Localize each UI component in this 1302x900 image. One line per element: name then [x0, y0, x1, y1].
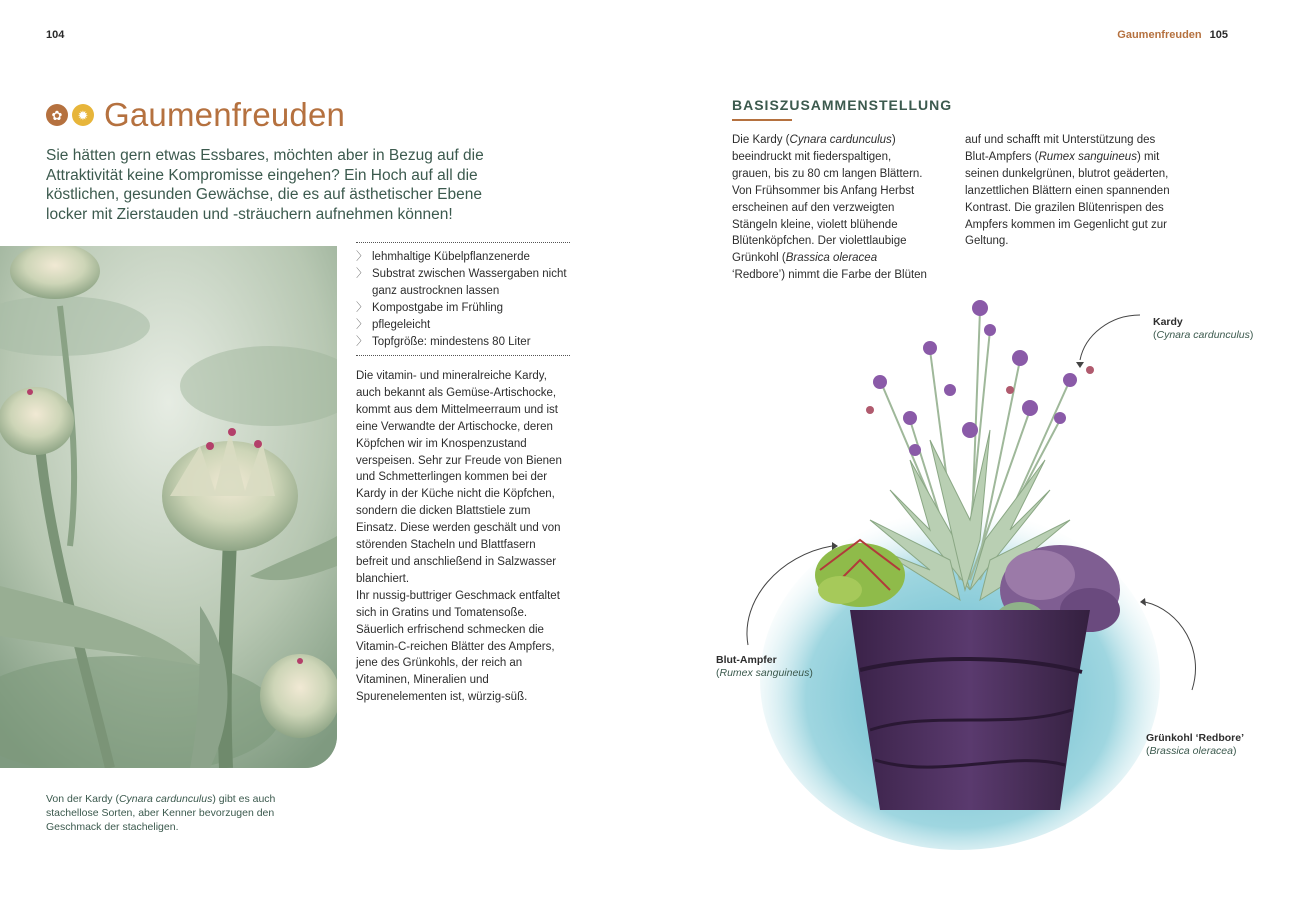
- section-heading: BASISZUSAMMENSTELLUNG: [732, 97, 953, 113]
- care-item: 〉 lehmhaltige Kübelpflanzenerde: [356, 249, 570, 266]
- description-column-1: Die Kardy (Cynara cardunculus) beeindruckt mit fiederspaltigen, grauen, bis zu 80 cm langen Blättern. Von Frühsommer bis Anfang Herbst erscheinen auf den verzweigten Stängeln kleine, violett blühende Blütenköpfchen. Der violettlaubige Grünkohl (Brassica oleracea ‘Redbore’) nimmt die Farbe der Blüten: [732, 134, 927, 282]
- bee-icon: ✿: [46, 104, 68, 126]
- section-rule: [732, 119, 792, 121]
- care-item: 〉 Topfgröße: mindestens 80 Liter: [356, 334, 570, 351]
- description-column-2: auf und schafft mit Unterstützung des Blut-Ampfers (Rumex sanguineus) mit seinen dunkelgrünen, blutrot geäderten, lanzettlichen Blättern einen spannenden Kontrast. Die grazilen Blütenrispen des Ampfers kommen im Gegenlicht gut zur Geltung.: [965, 134, 1170, 248]
- care-item: 〉 Substrat zwischen Wassergaben nicht ganz austrocknen lassen: [356, 268, 567, 297]
- intro-text: Sie hätten gern etwas Essbares, möchten aber in Bezug auf die Attraktivität keine Kompromisse eingehen? Ein Hoch auf all die köstlichen, gesunden Gewächse, die es auf ästhetischer Ebene locker mit Zierstauden und -sträuchern aufnehmen können!: [46, 147, 484, 223]
- arrow-gruenkohl: [1145, 602, 1195, 690]
- chapter-title-block: [46, 96, 345, 134]
- arrow-kardy: [1080, 315, 1140, 360]
- chapter-title: Gaumenfreuden: [104, 96, 346, 133]
- body-text: Die vitamin- und mineralreiche Kardy, auch bekannt als Gemüse-Artischocke, kommt aus dem Mittelmeerraum und ist eine Verwandte der Artischocke, deren Köpfchen wir im Knospenzustand verspeisen. Sehr zur Freude von Bienen und Schmetterlingen kommen bei der Kardy in der Küche nicht die Köpfchen, sondern die dicken Blattstiele zum Einsatz. Diese werden geschält und von störenden Stacheln und Blattfasern befreit und anschließend in Salzwasser blanchiert. Ihr nussig-buttriger Geschmack entfaltet sich in Gratins und Tomatensoße. Säuerlich erfrischend schmecken die Vitamin-C-reichen Blätter des Ampfers, jene des Grünkohls, der reich an Vitaminen, Mineralien und Spurenelementen ist, würzig-süß.: [356, 370, 562, 704]
- photo-caption: Von der Kardy (Cynara cardunculus) gibt es auch stachellose Sorten, aber Kenner bevorzugen den Geschmack der stacheligen.: [46, 793, 276, 833]
- label-kardy: Kardy (Cynara cardunculus): [1153, 316, 1254, 341]
- label-blut-ampfer: Blut-Ampfer (Rumex sanguineus): [716, 654, 813, 679]
- running-header: [1117, 29, 1228, 41]
- page-number-left: 104: [46, 29, 65, 41]
- label-gruenkohl: Grünkohl ‘Redbore’ (Brassica oleracea): [1146, 732, 1245, 757]
- chevron-right-icon: 〉: [356, 302, 368, 314]
- callout-arrows: [700, 300, 1260, 780]
- running-title: Gaumenfreuden: [1117, 29, 1202, 41]
- page-number-right: 105: [1209, 29, 1228, 41]
- care-list: [356, 242, 570, 356]
- care-item: 〉 Kompostgabe im Frühling: [356, 300, 570, 317]
- arrow-ampfer: [747, 546, 832, 645]
- chevron-right-icon: 〉: [356, 251, 368, 263]
- chevron-right-icon: 〉: [356, 336, 368, 348]
- sun-icon: ✹: [72, 104, 94, 126]
- chevron-right-icon: 〉: [356, 319, 368, 331]
- chevron-right-icon: 〉: [356, 268, 368, 280]
- artichoke-photo: [0, 246, 337, 768]
- care-item: 〉 pflegeleicht: [356, 317, 570, 334]
